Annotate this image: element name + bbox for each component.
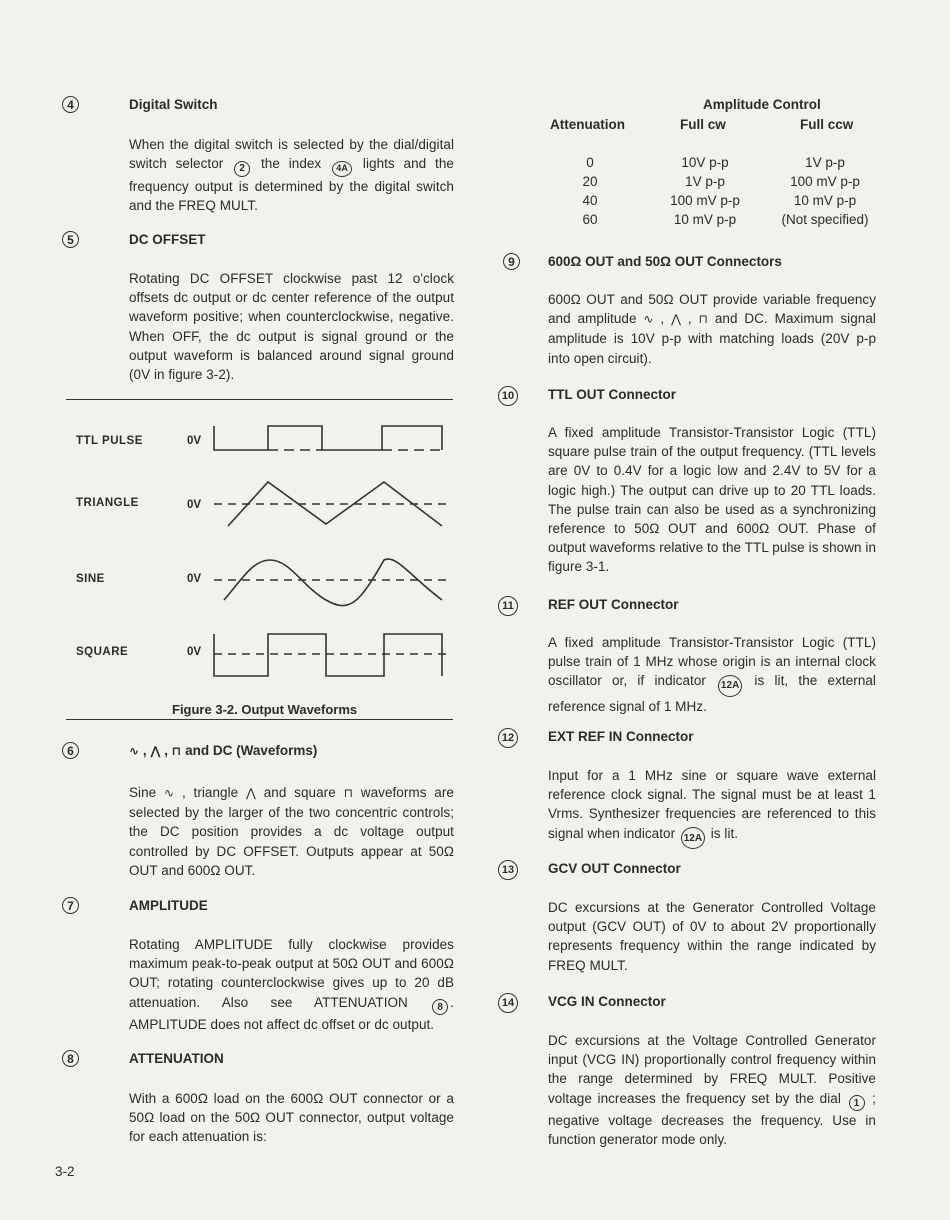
s4-text-1: When the digital switch is selected by the dial/digital switch selector (129, 137, 454, 172)
table-cell: 10V p-p (681, 155, 729, 170)
callout-14: 14 (498, 993, 518, 1013)
square-wave-icon: ⊓ (343, 786, 353, 800)
output-waveforms-figure (210, 420, 450, 690)
section-10-title: TTL OUT Connector (548, 387, 676, 402)
table-cell: (Not specified) (781, 212, 869, 227)
section-7-header (62, 897, 79, 914)
callout-13: 13 (498, 860, 518, 880)
section-11-header (498, 596, 518, 616)
callout-4a-inline: 4A (332, 161, 352, 177)
section-4-body (129, 135, 454, 215)
section-5-header (62, 231, 79, 248)
triangle-wave-icon: ⋀ (671, 312, 681, 327)
square-wave-icon: ⊓ (171, 744, 182, 758)
triangle-wave-icon: ⋀ (150, 744, 161, 758)
s7-text-2: . AMPLITUDE does not affect dc offset or dc output. (129, 994, 454, 1033)
table-cell: 0 (586, 155, 594, 170)
sine-wave-icon: ∿ (164, 786, 175, 800)
ttl-0v-label: 0V (187, 435, 202, 447)
callout-8-inline: 8 (432, 999, 448, 1015)
table-group-header: Amplitude Control (703, 97, 821, 112)
square-label: SQUARE (76, 646, 129, 658)
s6-b2: , triangle (181, 785, 239, 800)
s9-sep2: , (687, 311, 692, 327)
section-14-header (498, 993, 518, 1013)
ttl-pulse-wave (214, 426, 442, 450)
table-cell: 60 (582, 212, 598, 227)
section-13-body: DC excursions at the Generator Controlled Voltage output (GCV OUT) of 0V to about 2V proportionally represents frequency within the range indicated by FREQ MULT. (548, 900, 876, 973)
callout-11: 11 (498, 596, 518, 616)
table-cell: 100 mV p-p (670, 193, 740, 208)
section-8-body: With a 600Ω load on the 600Ω OUT connector or a 50Ω load on the 50Ω OUT connector, output voltage for each attenuation is: (129, 1091, 454, 1145)
callout-7: 7 (62, 897, 79, 914)
s6-title-end: and DC (Waveforms) (185, 743, 318, 758)
callout-5: 5 (62, 231, 79, 248)
section-14-body (548, 1031, 876, 1150)
callout-12a-inline: 12A (681, 827, 705, 849)
section-12-title: EXT REF IN Connector (548, 729, 694, 744)
table-cell: 100 mV p-p (790, 174, 860, 189)
table-header-full-ccw: Full ccw (800, 117, 854, 132)
sine-wave-icon: ∿ (129, 744, 140, 758)
section-7-body (129, 935, 454, 1034)
section-12-body (548, 766, 876, 849)
section-9-title: 600Ω OUT and 50Ω OUT Connectors (548, 254, 782, 269)
section-8-title: ATTENUATION (129, 1051, 224, 1066)
s12-text-2: is lit. (710, 825, 739, 841)
section-6-title (129, 743, 317, 758)
s6-b1: Sine (129, 785, 157, 800)
section-4-header (62, 96, 79, 113)
figure-bottom-rule (66, 719, 453, 720)
s6-sep2: , (164, 743, 169, 758)
triangle-wave-icon: ⋀ (246, 786, 256, 800)
sine-label: SINE (76, 573, 105, 585)
section-13-title: GCV OUT Connector (548, 861, 681, 876)
s4-text-3: lights and the frequency output is determined by the digital switch and the FREQ MULT. (129, 156, 454, 213)
triangle-label: TRIANGLE (76, 497, 139, 509)
s12-text-1: Input for a 1 MHz sine or square wave external reference clock signal. The signal must be at least 1 Vrms. Synthesizer frequencies are referenced to this signal when indicator (548, 768, 876, 841)
section-9-body (548, 290, 876, 368)
section-14-title: VCG IN Connector (548, 994, 666, 1009)
section-11-title: REF OUT Connector (548, 597, 679, 612)
section-12-header (498, 728, 518, 748)
s11-text-2: is lit, the external reference signal of 1 MHz. (548, 673, 876, 715)
table-cell: 10 mV p-p (673, 212, 737, 227)
table-cell: 40 (582, 193, 598, 208)
section-8-header (62, 1050, 79, 1067)
s6-b4: waveforms are selected by the larger of the two concentric controls; the DC position provides a dc voltage output controlled by DC OFFSET. Outputs appear at 50Ω OUT and 600Ω OUT. (129, 785, 454, 878)
s9-text-1: 600Ω OUT and 50Ω OUT provide variable frequency and amplitude (548, 292, 876, 327)
callout-10: 10 (498, 386, 518, 406)
square-0v-label: 0V (187, 646, 202, 658)
s6-sep1: , (142, 743, 147, 758)
callout-4: 4 (62, 96, 79, 113)
sine-wave-icon: ∿ (643, 312, 654, 327)
s9-text-2: and DC. Maximum signal amplitude is 10V p-p with matching loads (20V p-p into open circuit). (548, 311, 876, 366)
table-cell: 20 (582, 174, 598, 189)
callout-2-inline: 2 (234, 161, 250, 177)
table-header-attenuation: Attenuation (550, 117, 625, 132)
callout-8: 8 (62, 1050, 79, 1067)
s7-text-1: Rotating AMPLITUDE fully clockwise provides maximum peak-to-peak output at 50Ω OUT and 600Ω OUT; rotating counterclockwise gives up to 20 dB attenuation. Also see ATTENUATION (129, 937, 454, 1010)
page-number: 3-2 (55, 1164, 75, 1179)
s11-text-1: A fixed amplitude Transistor-Transistor Logic (TTL) pulse train of 1 MHz whose origin is an internal clock oscillator or, if indicator (548, 635, 876, 689)
section-5-body: Rotating DC OFFSET clockwise past 12 o'clock offsets dc output or dc center reference of the output waveform positive; when counterclockwise, negative. When OFF, the dc output is signal ground or the output waveform is balanced around signal ground (0V in figure 3-2). (129, 271, 454, 383)
triangle-0v-label: 0V (187, 499, 202, 511)
table-cell: 10 mV p-p (793, 193, 857, 208)
figure-top-rule (66, 399, 453, 400)
callout-6: 6 (62, 742, 79, 759)
sine-0v-label: 0V (187, 573, 202, 585)
table-cell: 1V p-p (805, 155, 845, 170)
square-wave (214, 634, 442, 676)
table-cell: 1V p-p (685, 174, 725, 189)
section-6-header (62, 742, 79, 759)
square-wave-icon: ⊓ (698, 312, 708, 327)
section-6-body (129, 783, 454, 880)
section-5-title: DC OFFSET (129, 232, 206, 247)
section-10-header (498, 386, 518, 406)
sine-wave (224, 559, 442, 606)
section-9-header (503, 253, 520, 270)
s6-b3: and square (263, 785, 336, 800)
callout-12a-inline: 12A (718, 675, 742, 697)
section-4-title: Digital Switch (129, 97, 218, 112)
section-7-title: AMPLITUDE (129, 898, 208, 913)
s9-sep1: , (660, 311, 665, 327)
section-11-body (548, 633, 876, 716)
s4-text-2: the index (260, 156, 322, 172)
s14-text-2: ; negative voltage decreases the frequency. Use in function generator mode only. (548, 1090, 876, 1148)
figure-caption: Figure 3-2. Output Waveforms (172, 702, 358, 717)
s14-text-1: DC excursions at the Voltage Controlled Generator input (VCG IN) proportionally control frequency within the range determined by FREQ MULT. Positive voltage increases the frequency set by the dial (548, 1033, 876, 1106)
table-header-full-cw: Full cw (680, 117, 726, 132)
callout-12: 12 (498, 728, 518, 748)
section-13-header (498, 860, 518, 880)
ttl-pulse-label: TTL PULSE (76, 435, 143, 447)
callout-9: 9 (503, 253, 520, 270)
section-10-body: A fixed amplitude Transistor-Transistor Logic (TTL) square pulse train of the output frequency. (TTL levels are 0V to 0.4V for a logic low and 2.4V to 5V for a logic high.) The output can drive up to 20 TTL loads. The pulse train can also be used as a synchronizing reference to 50Ω OUT and 600Ω OUT. Phase of output waveforms relative to the TTL pulse is shown in figure 3-1. (548, 425, 876, 575)
callout-1-inline: 1 (849, 1095, 865, 1111)
